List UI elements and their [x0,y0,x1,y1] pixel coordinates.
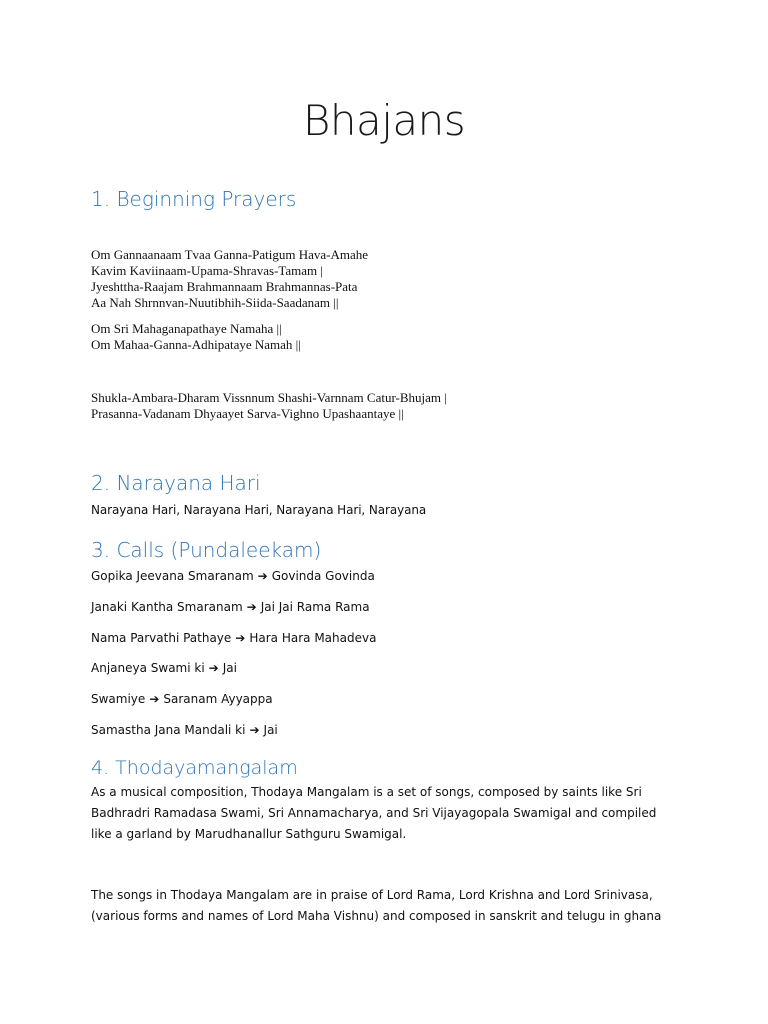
call-line [91,600,370,614]
arrow-right-icon: ➔ [208,661,219,675]
response-text: Jai Jai Rama Rama [260,600,370,614]
heading-thodayamangalam: 4. Thodayamangalam [91,757,298,779]
verse-line: Shukla-Ambara-Dharam Vissnnum Shashi-Varnnam Catur-Bhujam | [91,390,447,405]
paragraph-line: The songs in Thodaya Mangalam are in praise of Lord Rama, Lord Krishna and Lord Srinivasa, [91,888,653,902]
call-text: Anjaneya Swami ki [91,661,205,675]
response-text: Hara Hara Mahadeva [249,631,377,645]
thodayamangalam-paragraph-2 [91,885,681,927]
call-line [91,569,375,583]
response-text: Jai [263,723,278,737]
verse-ganapathi [91,247,368,311]
call-text: Janaki Kantha Smaranam [91,600,243,614]
call-line [91,661,237,675]
page-title: Bhajans [302,96,466,145]
paragraph-line: (various forms and names of Lord Maha Vishnu) and composed in sanskrit and telugu in ghana [91,909,662,923]
paragraph-line: Badhradri Ramadasa Swami, Sri Annamacharya, and Sri Vijayagopala Swamigal and compiled [91,806,657,820]
heading-narayana-hari: 2. Narayana Hari [91,471,261,495]
verse-line: Om Mahaa-Ganna-Adhipataye Namah || [91,337,301,352]
call-text: Samastha Jana Mandali ki [91,723,246,737]
verse-mahaganapathaye [91,321,301,353]
verse-line: Om Gannaanaam Tvaa Ganna-Patigum Hava-Amahe [91,247,368,262]
verse-line: Kavim Kaviinaam-Upama-Shravas-Tamam | [91,263,324,278]
call-line [91,631,376,645]
narayana-hari-text: Narayana Hari, Narayana Hari, Narayana Hari, Narayana [91,503,427,517]
arrow-right-icon: ➔ [246,600,257,614]
verse-shukla-ambara [91,390,447,422]
verse-line: Jyeshttha-Raajam Brahmannaam Brahmannas-Pata [91,279,358,294]
arrow-right-icon: ➔ [149,692,160,706]
call-line [91,692,273,706]
heading-beginning-prayers: 1. Beginning Prayers [91,187,297,211]
arrow-right-icon: ➔ [257,569,268,583]
call-line [91,723,278,737]
call-text: Swamiye [91,692,146,706]
arrow-right-icon: ➔ [235,631,246,645]
heading-calls: 3. Calls (Pundaleekam) [91,538,322,562]
response-text: Saranam Ayyappa [163,692,273,706]
paragraph-line: As a musical composition, Thodaya Mangalam is a set of songs, composed by saints like Sri [91,785,642,799]
call-text: Gopika Jeevana Smaranam [91,569,254,583]
verse-line: Om Sri Mahaganapathaye Namaha || [91,321,282,336]
thodayamangalam-paragraph-1 [91,782,681,845]
response-text: Jai [222,661,237,675]
call-text: Nama Parvathi Pathaye [91,631,232,645]
response-text: Govinda Govinda [271,569,375,583]
arrow-right-icon: ➔ [249,723,260,737]
paragraph-line: like a garland by Marudhanallur Sathguru Swamigal. [91,827,407,841]
verse-line: Prasanna-Vadanam Dhyaayet Sarva-Vighno Upashaantaye || [91,406,404,421]
verse-line: Aa Nah Shrnnvan-Nuutibhih-Siida-Saadanam || [91,295,339,310]
